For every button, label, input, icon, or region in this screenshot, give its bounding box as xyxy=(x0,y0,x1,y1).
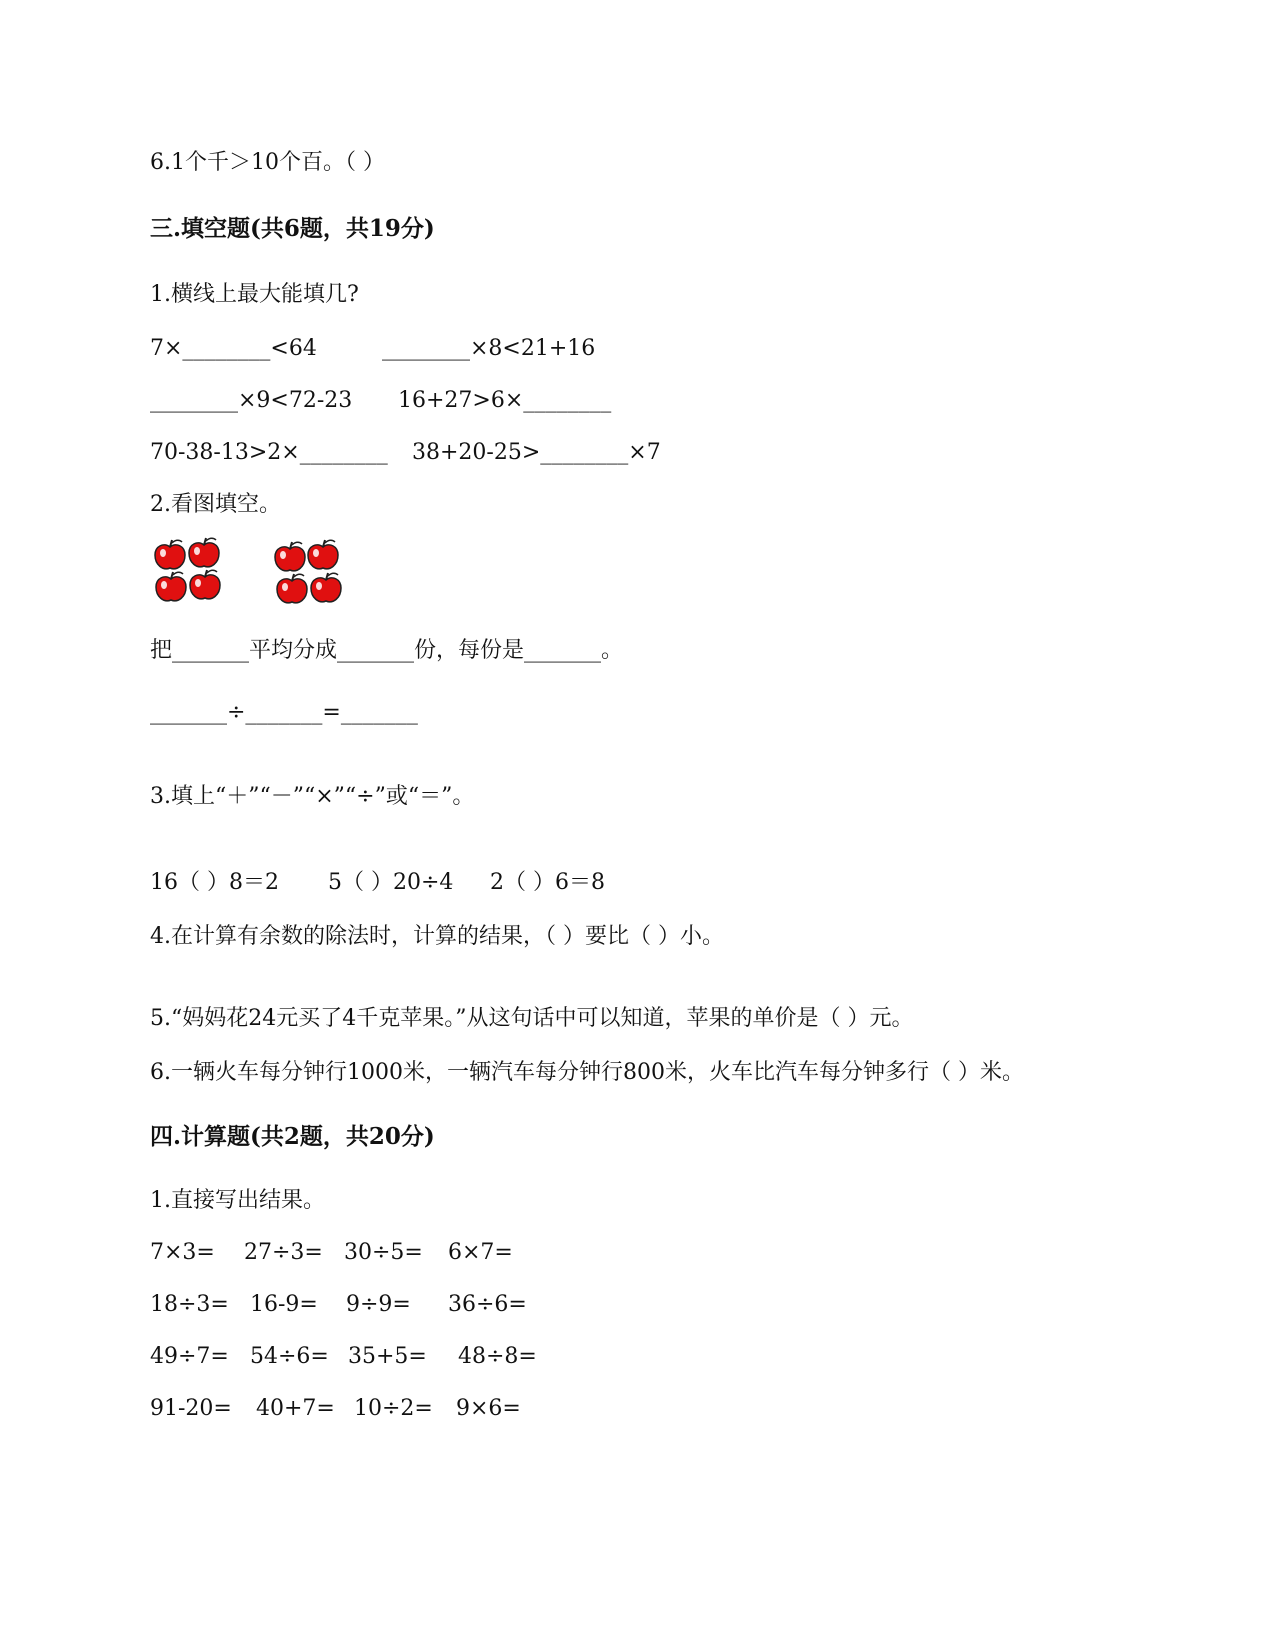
calc-item: 7×3= xyxy=(150,1240,215,1265)
question-3-2-line-1: 把_______平均分成_______份，每份是_______。 xyxy=(150,638,624,663)
apple-icon xyxy=(156,572,186,601)
apple-icon xyxy=(308,540,338,569)
apple-icon xyxy=(277,574,307,603)
q4-1-row-1 xyxy=(150,1238,650,1268)
calc-item: 18÷3= xyxy=(150,1292,229,1317)
apple-icon xyxy=(155,540,185,569)
calc-item: 16-9= xyxy=(250,1292,318,1317)
calc-item: 27÷3= xyxy=(244,1240,323,1265)
q3-3-item: 16（ ）8＝2 xyxy=(150,870,279,895)
q3-1-row-3 xyxy=(150,438,750,468)
calc-item: 49÷7= xyxy=(150,1344,229,1369)
calc-item: 35+5= xyxy=(348,1344,427,1369)
q3-3-item: 2（ ）6＝8 xyxy=(490,870,605,895)
question-4-1-prompt: 1.直接写出结果。 xyxy=(150,1188,325,1213)
q3-3-item: 5（ ）20÷4 xyxy=(328,870,454,895)
q4-1-row-3 xyxy=(150,1342,650,1372)
calc-item: 9×6= xyxy=(456,1396,521,1421)
calc-item: 9÷9= xyxy=(346,1292,411,1317)
q3-1-expr: ________×8<21+16 xyxy=(382,336,596,361)
calc-item: 36÷6= xyxy=(448,1292,527,1317)
question-3-6: 6.一辆火车每分钟行1000米，一辆汽车每分钟行800米，火车比汽车每分钟多行（ ）米。 xyxy=(150,1060,1024,1085)
apple-icon xyxy=(311,573,341,602)
apple-icon xyxy=(275,542,305,571)
q3-1-expr: 70-38-13>2×________ xyxy=(150,440,388,465)
question-3-2-line-2: _______÷_______=_______ xyxy=(150,700,418,725)
question-3-5: 5.“妈妈花24元买了4千克苹果。”从这句话中可以知道，苹果的单价是（ ）元。 xyxy=(150,1006,914,1031)
apple-icon xyxy=(189,538,219,567)
calc-item: 54÷6= xyxy=(250,1344,329,1369)
question-3-4: 4.在计算有余数的除法时，计算的结果，（ ）要比（ ）小。 xyxy=(150,924,724,949)
q4-1-row-2 xyxy=(150,1290,650,1320)
section-3-heading: 三.填空题(共6题，共19分) xyxy=(150,215,435,242)
calc-item: 91-20= xyxy=(150,1396,232,1421)
question-3-1-prompt: 1.横线上最大能填几? xyxy=(150,282,359,307)
question-3-2-prompt: 2.看图填空。 xyxy=(150,492,281,517)
q3-3-row xyxy=(150,868,650,898)
q3-1-row-1 xyxy=(150,334,750,364)
apple-icon xyxy=(190,570,220,599)
q4-1-row-4 xyxy=(150,1394,650,1424)
calc-item: 10÷2= xyxy=(354,1396,433,1421)
section-4-heading: 四.计算题(共2题，共20分) xyxy=(150,1123,435,1150)
q3-1-expr: ________×9<72-23 xyxy=(150,388,353,413)
question-3-3-prompt: 3.填上“＋”“－”“×”“÷”或“＝”。 xyxy=(150,784,475,809)
q3-1-expr: 38+20-25>________×7 xyxy=(412,440,661,465)
calc-item: 6×7= xyxy=(448,1240,513,1265)
q3-1-row-2 xyxy=(150,386,750,416)
q3-1-expr: 16+27>6×________ xyxy=(398,388,612,413)
q3-1-expr: 7×________<64 xyxy=(150,336,317,361)
apples-figure xyxy=(150,536,350,616)
calc-item: 40+7= xyxy=(256,1396,335,1421)
calc-item: 48÷8= xyxy=(458,1344,537,1369)
question-2-6: 6.1个千＞10个百。（ ） xyxy=(150,150,385,175)
calc-item: 30÷5= xyxy=(344,1240,423,1265)
